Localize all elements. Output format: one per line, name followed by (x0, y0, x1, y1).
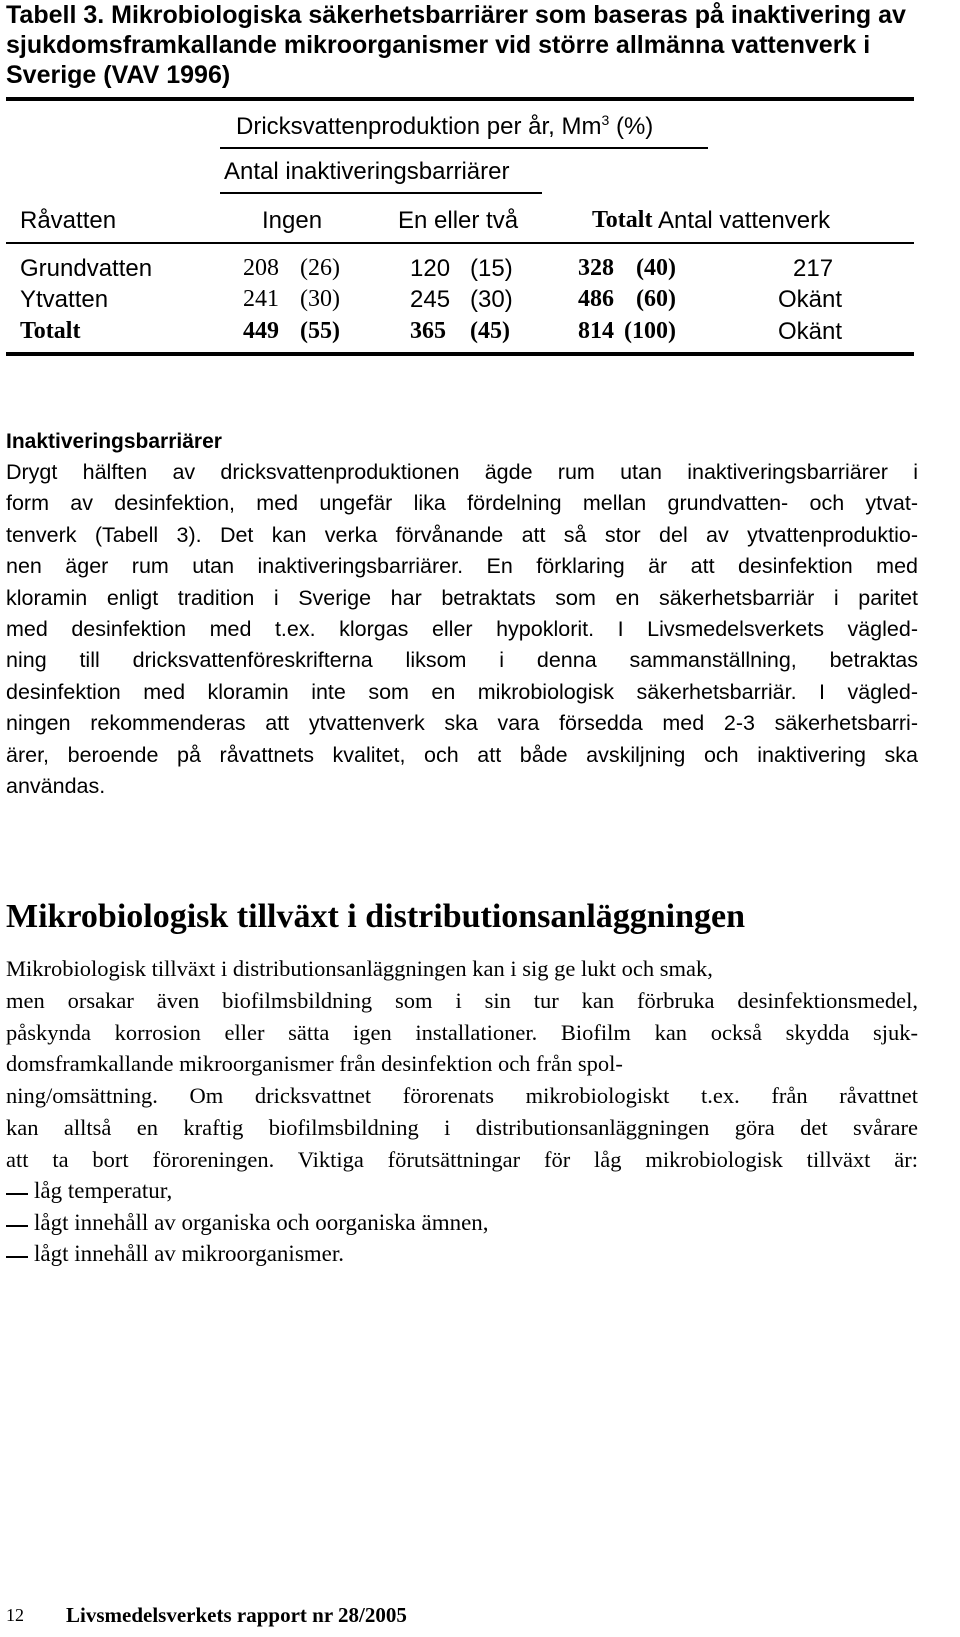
paragraph-line: desinfektion med kloramin inte som en mikrobiologisk säkerhetsbarriär. I vägled- (6, 679, 918, 704)
caption-line: Sverige (VAV 1996) (6, 61, 231, 89)
cell-none-percent: (30) (300, 286, 340, 312)
subspanner-rule (220, 192, 542, 194)
report-title: Livsmedelsverkets rapport nr 28/2005 (66, 1603, 407, 1627)
paragraph-line: domsframkallande mikroorganismer från desinfektion och från spol- (6, 1051, 623, 1077)
paragraph-line: ning/omsättning. Om dricksvattnet förorenats mikrobiologiskt t.ex. från råvattnet (6, 1083, 918, 1109)
col-header-raw-water: Råvatten (20, 207, 117, 234)
row-label: Grundvatten (20, 255, 153, 282)
dash-icon (6, 1193, 28, 1195)
cell-onetwo-percent: (15) (470, 255, 513, 282)
paragraph-line: användas. (6, 774, 106, 799)
list-item-text: lågt innehåll av mikroorganismer. (34, 1241, 345, 1266)
paragraph-line: Drygt hälften av dricksvattenproduktionen ägde rum utan inaktiveringsbarriärer i (6, 460, 918, 484)
list-item-text: låg temperatur, (34, 1178, 173, 1203)
caption-line: Tabell 3. Mikrobiologiska säkerhetsbarriärer som baseras på inaktivering av (6, 1, 906, 29)
paragraph-line: ning till dricksvattenföreskrifterna liksom i denna sammanställning, betraktas (6, 648, 918, 673)
table-bottom-rule (6, 352, 914, 356)
cell-total-value: 328 (578, 255, 614, 281)
table-spanner-header: Dricksvattenproduktion per år, Mm$^3$ (%) (236, 112, 654, 140)
dash-icon (6, 1256, 28, 1258)
cell-onetwo-percent: (30) (470, 286, 513, 313)
col-header-none: Ingen (262, 207, 323, 234)
caption-line: sjukdomsframkallande mikroorganismer vid större allmänna vattenverk i (6, 31, 871, 59)
cell-none-value: 449 (243, 318, 279, 344)
cell-total-value: 814 (578, 318, 614, 344)
spanner-rule (220, 147, 708, 149)
paragraph-line: ningen rekommenderas att ytvattenverk ska vara försedda med 2-3 säkerhetsbarri- (6, 711, 918, 736)
paragraph-line: ärer, beroende på råvattnets kvalitet, och att både avskiljning och inaktivering ska (6, 742, 918, 767)
cell-total-percent: (40) (636, 255, 676, 281)
paragraph-line: kan alltså en kraftig biofilmsbildning i distributionsanläggningen göra det svårare (6, 1114, 918, 1140)
cell-plants: Okänt (778, 318, 843, 345)
paragraph-line: form av desinfektion, med ungefär lika fördelning mellan grundvatten- och ytvat- (6, 491, 918, 516)
cell-total-percent: (100) (624, 318, 676, 344)
table-subspanner-header: Antal inaktiveringsbarriärer (224, 158, 510, 185)
section-heading: Inaktiveringsbarriärer (6, 430, 222, 453)
paragraph-line: nen äger rum utan inaktiveringsbarriärer. En förklaring är att desinfektion med (6, 554, 918, 579)
col-header-plants: Antal vattenverk (658, 207, 831, 234)
paragraph-line: kloramin enligt tradition i Sverige har betraktats som en säkerhetsbarriär i paritet (6, 585, 918, 610)
cell-onetwo-percent: (45) (470, 318, 510, 344)
cell-none-percent: (26) (300, 255, 340, 281)
paragraph-line: Mikrobiologisk tillväxt i distributionsanläggningen kan i sig ge lukt och smak, (6, 956, 713, 981)
paragraph-line: påskynda korrosion eller sätta igen installationer. Biofilm kan också skydda sjuk- (6, 1019, 918, 1045)
body-paragraph (6, 953, 918, 1176)
section-heading: Mikrobiologisk tillväxt i distributionsanläggningen (6, 898, 746, 935)
body-paragraph (6, 457, 918, 802)
cell-plants: Okänt (778, 286, 843, 313)
row-label: Totalt (20, 318, 81, 344)
col-header-total: Totalt (592, 207, 653, 233)
cell-onetwo-value: 120 (410, 255, 451, 282)
row-label: Ytvatten (20, 286, 109, 313)
paragraph-line: tenverk (Tabell 3). Det kan verka förvånande att så stor del av ytvattenproduktio- (6, 522, 918, 547)
cell-none-percent: (55) (300, 318, 340, 344)
cell-onetwo-value: 245 (410, 286, 451, 313)
cell-none-value: 208 (243, 255, 279, 281)
table-caption (6, 0, 906, 90)
dash-icon (6, 1225, 28, 1227)
paragraph-line: att ta bort föroreningen. Viktiga förutsättningar för låg mikrobiologisk tillväxt är: (6, 1146, 918, 1172)
cell-total-percent: (60) (636, 286, 676, 312)
cell-total-value: 486 (578, 286, 614, 312)
paragraph-line: men orsakar även biofilmsbildning som i sin tur kan förbruka desinfektionsmedel, (6, 987, 918, 1013)
cell-onetwo-value: 365 (410, 318, 446, 344)
cell-none-value: 241 (243, 286, 279, 312)
page-number: 12 (6, 1605, 24, 1625)
list-item-text: lågt innehåll av organiska och oorganiska ämnen, (34, 1210, 489, 1235)
header-rule (6, 242, 914, 244)
cell-plants: 217 (793, 255, 834, 282)
col-header-one-or-two: En eller två (398, 207, 519, 234)
table-top-rule (6, 97, 914, 101)
paragraph-line: med desinfektion med t.ex. klorgas eller hypoklorit. I Livsmedelsverkets vägled- (6, 617, 918, 642)
